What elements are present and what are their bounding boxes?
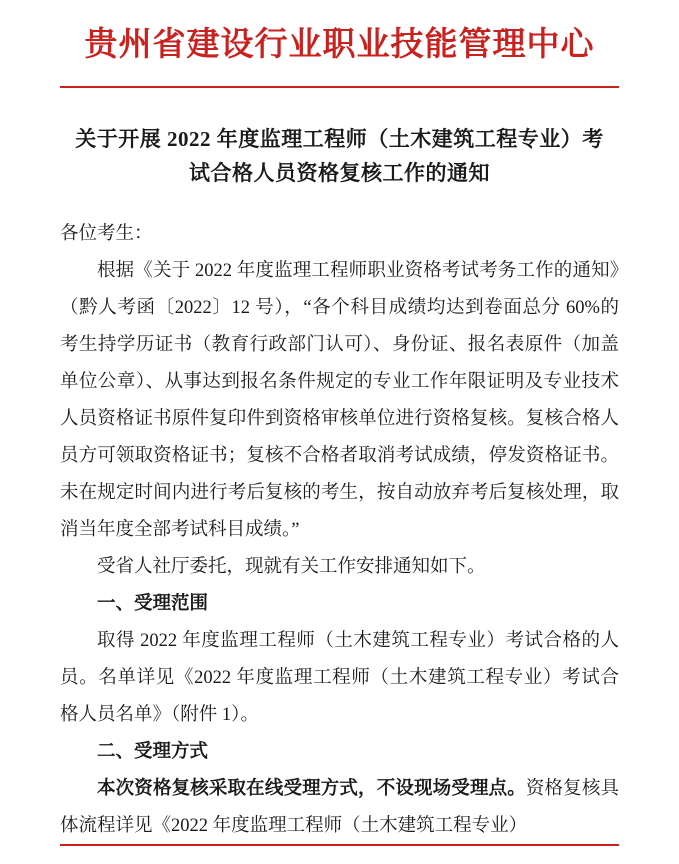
document-body bbox=[60, 216, 619, 845]
section-heading-method: 二、受理方式 bbox=[97, 741, 209, 762]
section-body-method bbox=[60, 771, 619, 845]
masthead-divider bbox=[60, 86, 619, 88]
footer-divider bbox=[60, 844, 619, 846]
page-title: 关于开展 2022 年度监理工程师（土木建筑工程专业）考试合格人员资格复核工作的通知 bbox=[75, 126, 604, 185]
paragraph-basis: 根据《关于 2022 年度监理工程师职业资格考试考务工作的通知》（黔人考函〔2022〕12 号），“各个科目成绩均达到卷面总分 60%的考生持学历证书（教育行政部门认可）、身份证、报名表原件（加盖单位公章）、从事达到报名条件规定的专业工作年限证明及专业技术人员资格证书原件复印件到资格审核单位进行资格复核。复核合格人员方可领取资格证书；复核不合格者取消考试成绩，停发资格证书。未在规定时间内进行考后复核的考生，按自动放弃考后复核处理，取消当年度全部考试科目成绩。” bbox=[60, 260, 619, 540]
salutation: 各位考生： bbox=[60, 223, 153, 244]
section-body-method-rest: 资格复核具体流程详见《2022 年度监理工程师（土木建筑工程专业） bbox=[60, 778, 619, 836]
section-heading-scope: 一、受理范围 bbox=[97, 593, 209, 614]
section-body-scope: 取得 2022 年度监理工程师（土木建筑工程专业）考试合格的人员。名单详见《2022 年度监理工程师（土木建筑工程专业）考试合格人员名单》（附件 1）。 bbox=[60, 630, 619, 725]
paragraph-entrustment: 受省人社厅委托，现就有关工作安排通知如下。 bbox=[97, 556, 486, 577]
section-body-method-bold: 本次资格复核采取在线受理方式，不设现场受理点。 bbox=[97, 778, 526, 799]
masthead-title: 贵州省建设行业职业技能管理中心 bbox=[84, 27, 595, 63]
masthead bbox=[60, 0, 619, 88]
